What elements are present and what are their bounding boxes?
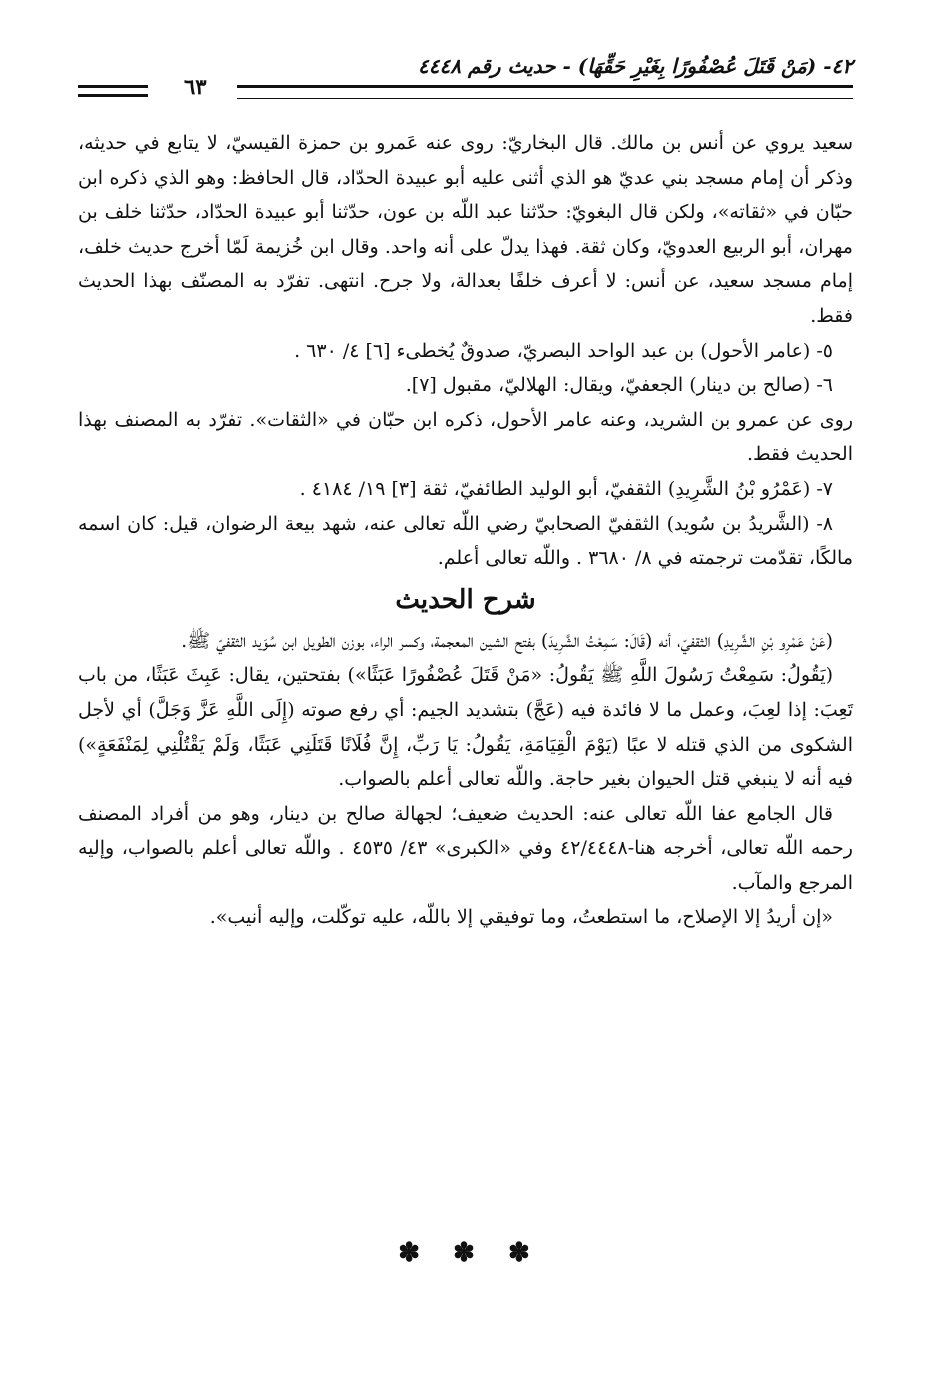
running-header: [78, 54, 853, 104]
narrator-entry-5: ٥- (عامر الأحول) بن عبد الواحد البصريّ، صدوقٌ يُخطىء [٦] ٤/ ٦٣٠ .: [294, 339, 833, 362]
explanation-paragraph-1: (عَنْ عَمْرِو بْنِ الشَّرِيدِ) الثقفيّ، أنه (قَالَ: سَمِعْتُ الشَّرِيدَ) بفتح الشين المعجمة، وكسر الراء، بوزن الطويل ابن سُوَيد الثقفيّ ﷺ.: [181, 629, 833, 652]
section-heading: شرح الحديث: [395, 584, 536, 615]
header-rule-short-top: [78, 85, 148, 88]
header-rule: [237, 85, 853, 99]
narrator-entry-8: ٨- (الشَّريدُ بن سُويد) الثقفيّ الصحابيّ رضي اللّه تعالى عنه، شهد بيعة الرضوان، قيل: كان اسمه مالكًا، تقدّمت ترجمته في ٨/ ٣٦٨٠ . واللّه تعالى أعلم.: [78, 512, 853, 570]
narrator-entry-6: ٦- (صالح بن دينار) الجعفيّ، ويقال: الهلاليّ، مقبول [٧].: [405, 374, 833, 397]
narrator-entry-7: ٧- (عَمْرُو بْنُ الشَّرِيدِ) الثقفيّ، أبو الوليد الطائفيّ، ثقة [٣] ١٩/ ٤١٨٤ .: [299, 477, 833, 500]
page-body: [78, 126, 853, 935]
closing-quote: «إن أريدُ إلا الإصلاح، ما استطعتُ، وما توفيقي إلا باللّه، عليه توكّلت، وإليه أنيب».: [209, 906, 833, 929]
explanation-paragraph-2: (يَقُولُ: سَمِعْتُ رَسُولَ اللَّهِ ﷺ يَقُولُ: «مَنْ قَتَلَ عُصْفُورًا عَبَثًا») بفتحتين، يقال: عَبِثَ عَبَثًا، من باب تَعِبَ: إذا لعِبَ، وعمل ما لا فائدة فيه (عَجَّ) بتشديد الجيم: أي رفع صوته (إِلَى اللَّهِ عَزَّ وَجَلَّ) أي لأجل الشكوى من الذي قتله لا عبًا (يَوْمَ الْقِيَامَةِ، يَقُولُ: يَا رَبِّ، إِنَّ فُلَانًا قَتَلَنِي عَبَثًا، وَلَمْ يَقْتُلْنِي لِمَنْفَعَةٍ») فيه أنه لا ينبغي قتل الحيوان بغير حاجة. واللّه تعالى أعلم بالصواب.: [78, 664, 853, 791]
footer-ornament: ✽ ✽ ✽: [398, 1238, 542, 1268]
header-rule-short-bottom: [78, 94, 148, 97]
paragraph-narrator-6-notes: روى عن عمرو بن الشريد، وعنه عامر الأحول، ذكره ابن حبّان في «الثقات». تفرّد به المصنف بهذا الحديث فقط.: [78, 408, 853, 466]
compiler-note: قال الجامع عفا اللّه تعالى عنه: الحديث ضعيف؛ لجهالة صالح بن دينار، وهو من أفراد المصنف رحمه اللّه تعالى، أخرجه هنا-٤٢/٤٤٤٨ وفي «الكبرى» ٤٣/ ٤٥٣٥ . واللّه تعالى أعلم بالصواب، وإليه المرجع والمآب.: [78, 802, 853, 894]
paragraph-narrator-notes: سعيد يروي عن أنس بن مالك. قال البخاريّ: روى عنه عَمرو بن حمزة القيسيّ، لا يتابع في حديثه، وذكر أن إمام مسجد بني عديّ هو الذي أثنى عليه أبو عبيدة الحدّاد، قال الحافظ: وهو الذي ذكره ابن حبّان في «ثقاته»، ولكن قال البغويّ: حدّثنا عبد اللّه بن عون، حدّثنا أبو عبيدة الحدّاد، حدّثنا خلف بن مهران، أبو الربيع العدويّ، وكان ثقة. فهذا يدلّ على أنه واحد. وقال ابن خُزيمة لَمّا أخرج حديث خلف، إمام مسجد سعيد، عن أنس: لا أعرف خلفًا بعدالة، ولا جرح. انتهى. تفرّد به المصنّف بهذا الحديث فقط.: [78, 132, 853, 327]
page-number: ٦٣: [184, 74, 207, 99]
header-title: ٤٢- (مَنْ قَتَلَ عُصْفُورًا بِغَيْرِ حَقِّهَا) - حديث رقم ٤٤٤٨: [418, 54, 853, 78]
